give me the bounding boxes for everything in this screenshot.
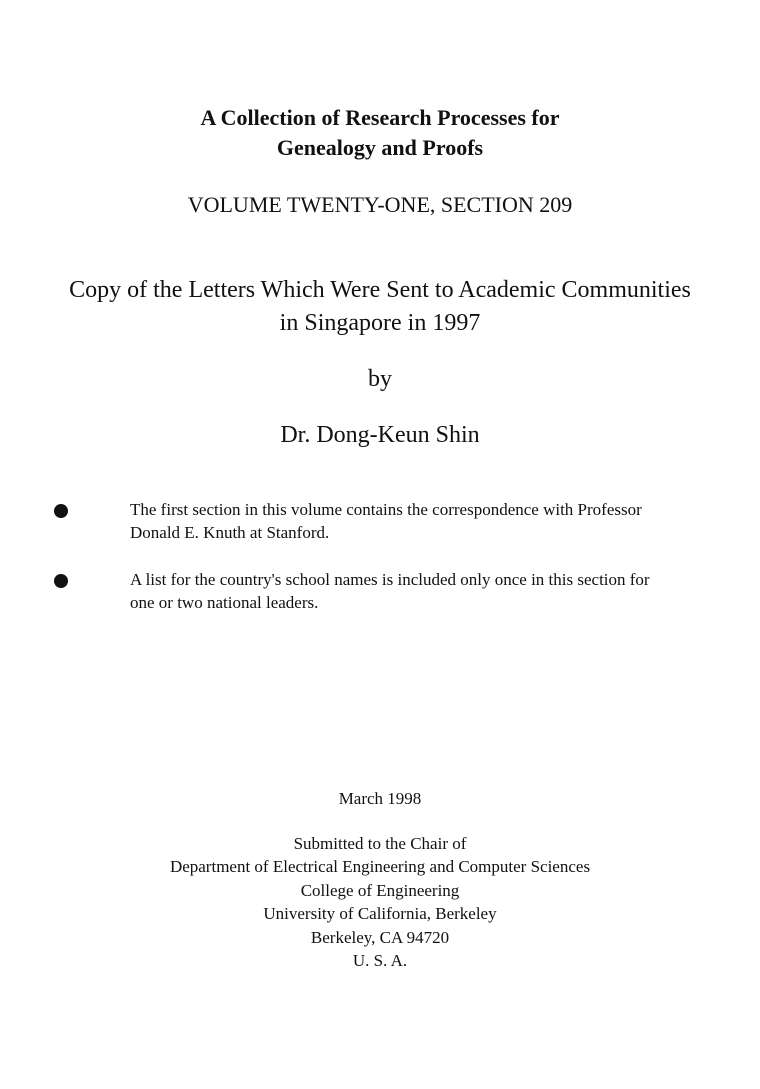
submission-line-5: Berkeley, CA 94720 <box>310 928 450 947</box>
by-label: by <box>368 366 392 392</box>
author-name: Dr. Dong-Keun Shin <box>280 422 480 448</box>
submission-line-6: U. S. A. <box>352 951 408 970</box>
bullet-icon <box>54 574 68 588</box>
volume-section-heading: VOLUME TWENTY-ONE, SECTION 209 <box>187 192 573 217</box>
document-date: March 1998 <box>338 789 422 808</box>
submission-line-2: Department of Electrical Engineering and Computer Sciences <box>169 857 591 876</box>
bullet-icon <box>54 504 68 518</box>
subtitle-line-2: in Singapore in 1997 <box>279 310 481 336</box>
bullet-text-line-2: Donald E. Knuth at Stanford. <box>130 523 330 542</box>
submission-line-3: College of Engineering <box>300 881 460 900</box>
bullet-text-line-1: The first section in this volume contains the correspondence with Professor <box>130 500 642 519</box>
title-line-1: A Collection of Research Processes for <box>200 105 560 130</box>
subtitle-line-1: Copy of the Letters Which Were Sent to Academic Communities <box>69 277 691 303</box>
bullet-text-line-1: A list for the country's school names is included only once in this section for <box>130 570 650 589</box>
submission-line-4: University of California, Berkeley <box>263 904 497 923</box>
title-line-2: Genealogy and Proofs <box>276 135 484 160</box>
submission-line-1: Submitted to the Chair of <box>293 834 467 853</box>
bullet-text-line-2: one or two national leaders. <box>130 593 319 612</box>
